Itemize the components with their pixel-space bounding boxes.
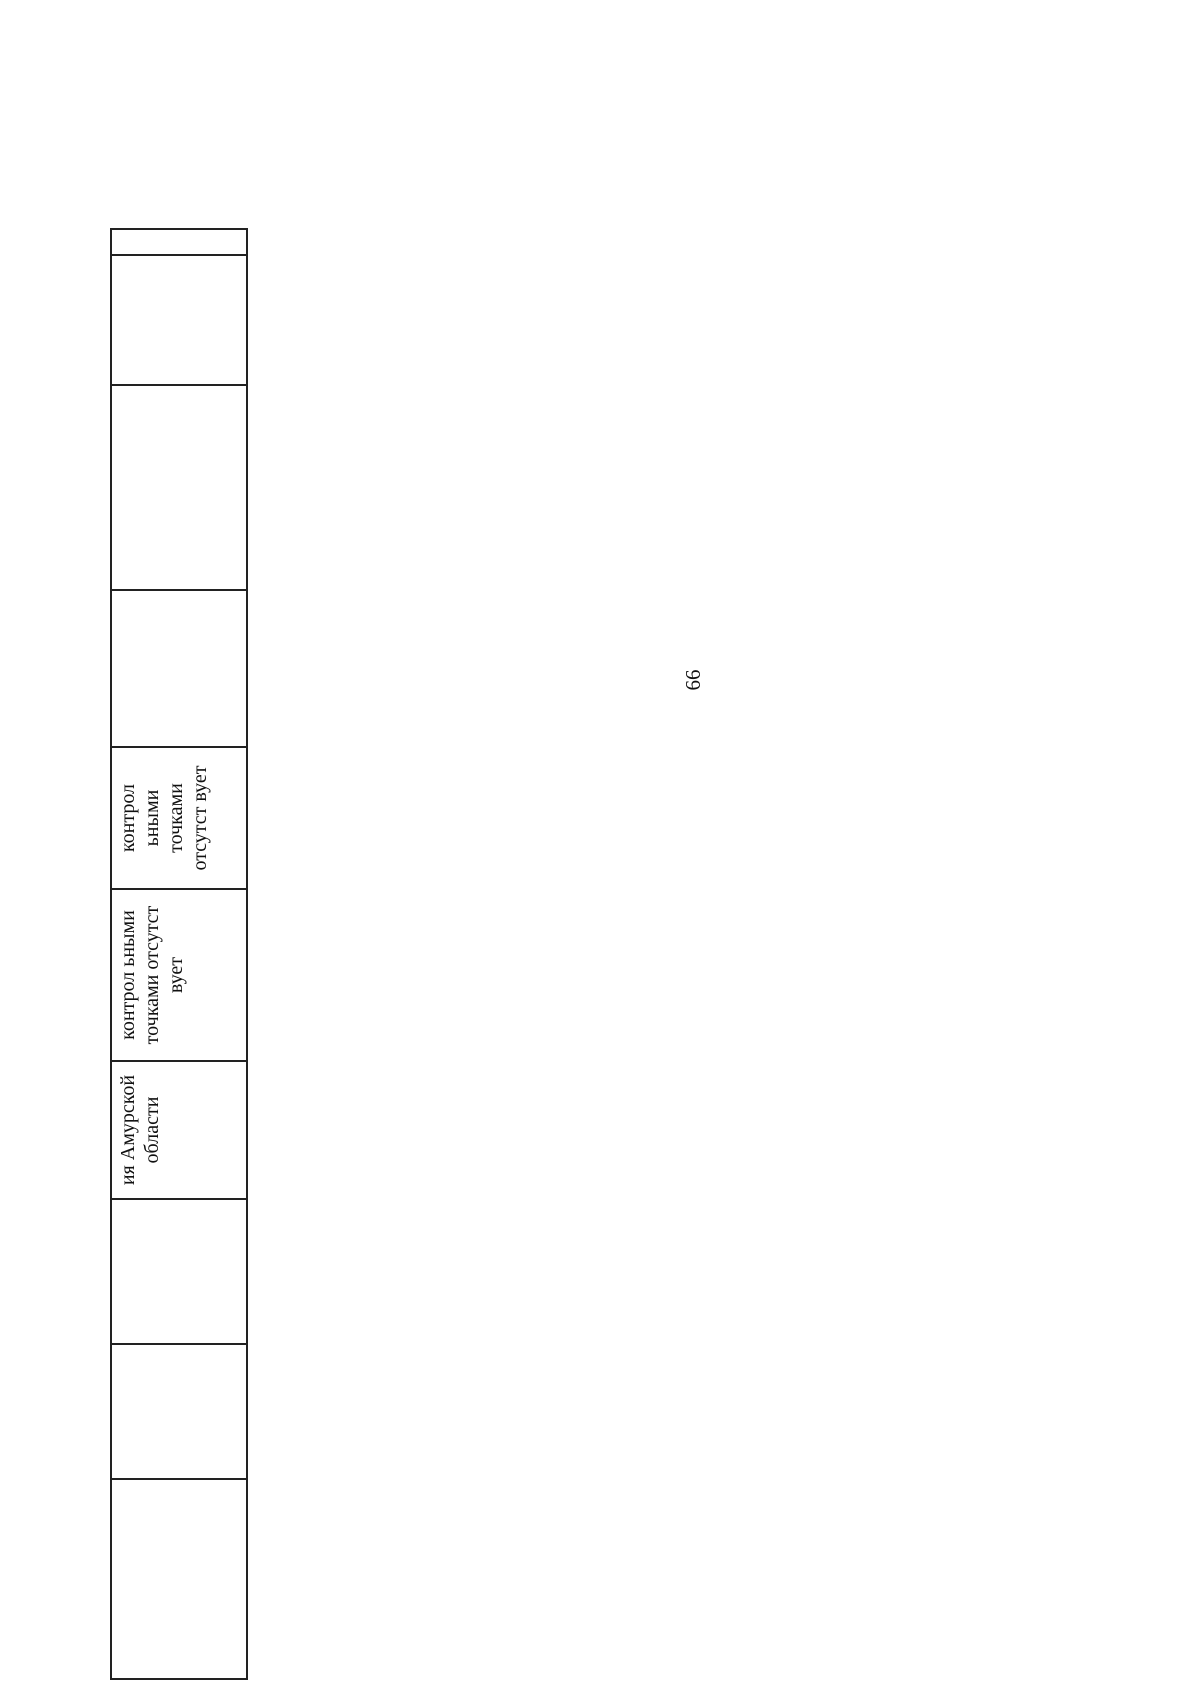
cell-pred: контрол ьными точками отсутст вует [111,747,247,889]
cell-end [111,590,247,747]
cell-resp: ия Амурской области [111,1061,247,1199]
continuation-table [110,228,248,1680]
cell-succ: контрол ьными точками отсутст вует [111,889,247,1061]
cell-start [111,385,247,590]
cell-mun [111,1344,247,1479]
cell-name [111,255,247,385]
cell-doc [111,1199,247,1344]
cell-num [111,229,247,255]
page-number: 66 [681,669,705,691]
table-row [111,229,247,1679]
cell-sys [111,1479,247,1679]
